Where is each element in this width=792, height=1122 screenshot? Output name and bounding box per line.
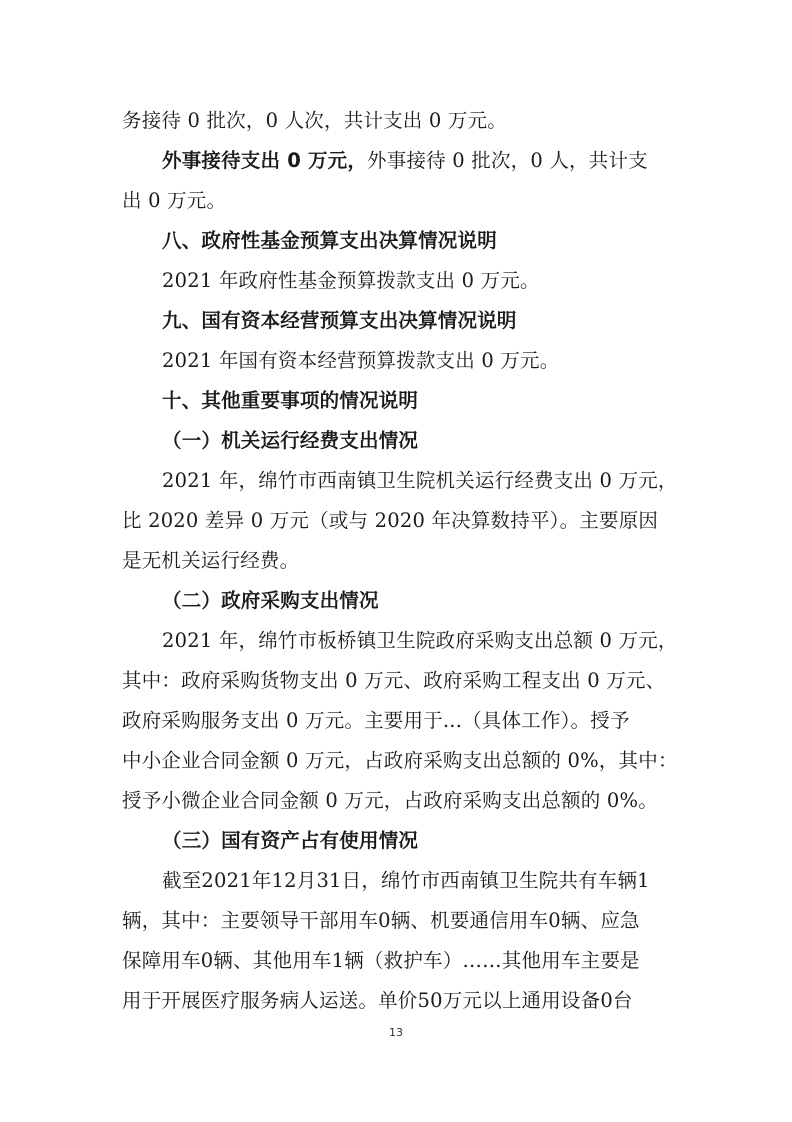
section-heading: 九、国有资本经营预算支出决算情况说明 (162, 309, 517, 332)
text-line: 2021 年，绵竹市板桥镇卫生院政府采购支出总额 0 万元， (162, 629, 678, 652)
text-line: 务接待 0 批次，0 人次，共计支出 0 万元。 (122, 109, 508, 132)
text-run: 外事接待 0 批次，0 人，共计支 (367, 149, 648, 172)
subsection-heading: （三）国有资产占有使用情况 (162, 829, 419, 852)
text-line: 其中：政府采购货物支出 0 万元、政府采购工程支出 0 万元、 (122, 669, 666, 692)
text-line (162, 146, 682, 176)
text-line: 用于开展医疗服务病人运送。单价50万元以上通用设备0台 (122, 989, 633, 1012)
text-line: 2021 年国有资本经营预算拨款支出 0 万元。 (162, 349, 560, 372)
text-line: 出 0 万元。 (122, 189, 227, 212)
text-line: 截至2021年12月31日，绵竹市西南镇卫生院共有车辆1 (162, 869, 650, 892)
text-line: 2021 年，绵竹市西南镇卫生院机关运行经费支出 0 万元， (162, 469, 678, 492)
text-line: 比 2020 差异 0 万元（或与 2020 年决算数持平）。主要原因 (122, 509, 659, 532)
text-line: 保障用车0辆、其他用车1辆（救护车）……其他用车主要是 (122, 949, 640, 972)
bold-lead: 外事接待支出 0 万元， (162, 149, 368, 172)
text-line: 中小企业合同金额 0 万元，占政府采购支出总额的 0%，其中： (122, 749, 678, 772)
text-line: 2021 年政府性基金预算拨款支出 0 万元。 (162, 269, 540, 292)
text-line: 政府采购服务支出 0 万元。主要用于...（具体工作）。授予 (122, 709, 630, 732)
section-heading: 八、政府性基金预算支出决算情况说明 (162, 229, 497, 252)
subsection-heading: （二）政府采购支出情况 (162, 589, 379, 612)
subsection-heading: （一）机关运行经费支出情况 (162, 429, 419, 452)
text-line: 是无机关运行经费。 (122, 549, 300, 572)
text-line: 授予小微企业合同金额 0 万元，占政府采购支出总额的 0%。 (122, 789, 658, 812)
section-heading: 十、其他重要事项的情况说明 (162, 389, 419, 412)
text-line: 辆，其中：主要领导干部用车0辆、机要通信用车0辆、应急 (122, 909, 640, 932)
page-number: 13 (389, 1026, 403, 1039)
